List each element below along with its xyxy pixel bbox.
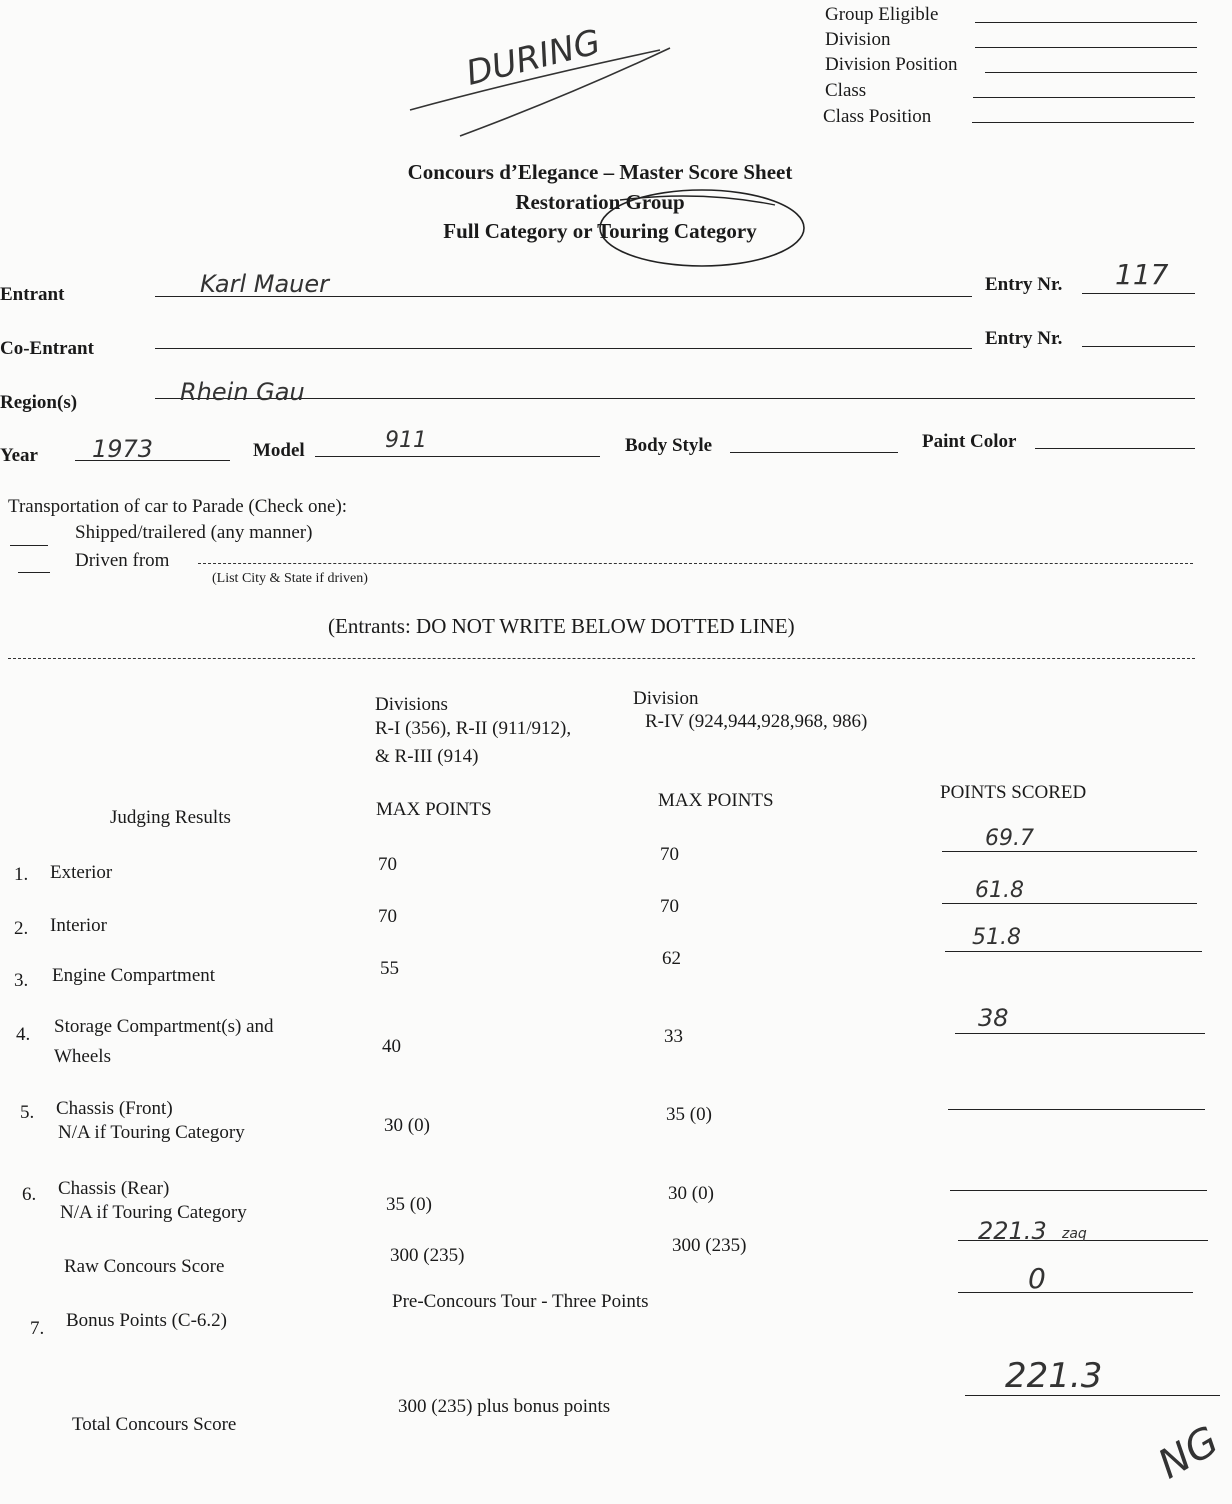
- row-label: Engine Compartment: [52, 965, 216, 986]
- entrant-value: Karl Mauer: [200, 270, 330, 298]
- year-value: 1973: [92, 435, 154, 463]
- total-scored: 221.3: [1005, 1356, 1103, 1396]
- row-max1: 70: [378, 906, 397, 927]
- bonus-number: 7.: [30, 1318, 45, 1339]
- row-number: 4.: [16, 1024, 31, 1045]
- judge-signature: NG: [1150, 1417, 1227, 1489]
- max2-header: MAX POINTS: [658, 790, 774, 811]
- bonus-scored: 0: [1028, 1262, 1046, 1295]
- class-position-line: [972, 122, 1194, 123]
- class-position-label: Class Position: [823, 106, 932, 127]
- entry-nr-value: 117: [1115, 258, 1169, 291]
- row-max2: 30 (0): [668, 1183, 714, 1204]
- row-label-2: Wheels: [54, 1046, 111, 1067]
- class-line: [973, 97, 1195, 98]
- group-eligible-label: Group Eligible: [825, 4, 939, 25]
- raw-max1: 300 (235): [390, 1245, 465, 1266]
- judging-header: Judging Results: [110, 807, 231, 828]
- divisions-col2-title: Division: [633, 688, 699, 709]
- paint-color-label: Paint Color: [922, 431, 1017, 452]
- total-desc: 300 (235) plus bonus points: [398, 1396, 611, 1417]
- divisions-col2-line1: R-IV (924,944,928,968, 986): [645, 711, 868, 732]
- title-line-2: Restoration Group: [515, 190, 685, 214]
- scored-header: POINTS SCORED: [940, 782, 1087, 803]
- region-value: Rhein Gau: [180, 378, 305, 406]
- co-entrant-line: [155, 348, 972, 349]
- shipped-check-line: [10, 545, 48, 546]
- region-label: Region(s): [0, 392, 78, 413]
- row-max2: 70: [660, 844, 679, 865]
- row-max2: 35 (0): [666, 1104, 712, 1125]
- raw-score-label: Raw Concours Score: [64, 1256, 225, 1277]
- driven-line: [198, 563, 1193, 564]
- model-value: 911: [385, 428, 427, 453]
- total-label: Total Concours Score: [72, 1414, 237, 1435]
- co-entry-nr-line: [1082, 346, 1195, 347]
- warning-text: (Entrants: DO NOT WRITE BELOW DOTTED LINE): [328, 614, 795, 638]
- row-scored: 38: [978, 1004, 1009, 1032]
- dotted-divider: [8, 658, 1195, 659]
- row-max1: 40: [382, 1036, 401, 1057]
- row-max1: 70: [378, 854, 397, 875]
- co-entrant-label: Co-Entrant: [0, 338, 94, 359]
- row-label-2: N/A if Touring Category: [60, 1202, 247, 1223]
- row-score-line: [942, 851, 1197, 852]
- row-score-line: [955, 1033, 1205, 1034]
- touring-circle-mark: [590, 180, 820, 280]
- row-label: Chassis (Front): [56, 1098, 173, 1119]
- row-number: 5.: [20, 1102, 35, 1123]
- row-label: Exterior: [50, 862, 113, 883]
- row-scored: 69.7: [985, 826, 1034, 851]
- driven-check-line: [18, 572, 50, 573]
- row-label: Chassis (Rear): [58, 1178, 170, 1199]
- model-line: [315, 456, 600, 457]
- entrant-label: Entrant: [0, 284, 65, 305]
- entry-nr-label: Entry Nr.: [985, 274, 1063, 295]
- division-line: [975, 47, 1197, 48]
- division-label: Division: [825, 29, 891, 50]
- bonus-label: Bonus Points (C-6.2): [66, 1310, 227, 1331]
- row-max1: 55: [380, 958, 399, 979]
- row-scored: 61.8: [975, 878, 1024, 903]
- row-max1: 35 (0): [386, 1194, 432, 1215]
- row-number: 3.: [14, 970, 29, 991]
- max1-header: MAX POINTS: [376, 799, 492, 820]
- title-line-1: Concours d’Elegance – Master Score Sheet: [407, 160, 793, 184]
- row-number: 2.: [14, 918, 29, 939]
- row-scored: 51.8: [972, 925, 1021, 950]
- driven-hint: (List City & State if driven): [212, 571, 368, 586]
- transport-heading: Transportation of car to Parade (Check one):: [8, 496, 348, 517]
- region-line: [155, 398, 1195, 399]
- bonus-score-line: [958, 1292, 1193, 1293]
- paint-color-line: [1035, 448, 1195, 449]
- row-label-2: N/A if Touring Category: [58, 1122, 245, 1143]
- row-max2: 70: [660, 896, 679, 917]
- title-line-3: Full Category or Touring Category: [443, 219, 757, 243]
- model-label: Model: [253, 440, 305, 461]
- divisions-col1-line2: & R-III (914): [375, 746, 479, 767]
- raw-scored: 221.3: [978, 1217, 1047, 1245]
- entry-nr-line: [1082, 293, 1195, 294]
- division-position-line: [985, 72, 1197, 73]
- body-style-line: [730, 452, 898, 453]
- annotation-during: DURING: [462, 22, 605, 94]
- row-score-line: [948, 1109, 1205, 1110]
- row-max2: 62: [662, 948, 681, 969]
- row-number: 1.: [14, 864, 29, 885]
- annotation-strokes: [400, 40, 690, 150]
- divisions-col1-title: Divisions: [375, 694, 448, 715]
- driven-label: Driven from: [75, 550, 170, 571]
- row-number: 6.: [22, 1184, 37, 1205]
- year-label: Year: [0, 445, 38, 466]
- row-score-line: [950, 1190, 1207, 1191]
- shipped-label: Shipped/trailered (any manner): [75, 522, 313, 543]
- row-max1: 30 (0): [384, 1115, 430, 1136]
- row-max2: 33: [664, 1026, 683, 1047]
- row-label: Interior: [50, 915, 107, 936]
- group-eligible-line: [975, 22, 1197, 23]
- division-position-label: Division Position: [825, 54, 958, 75]
- row-label: Storage Compartment(s) and: [54, 1016, 274, 1037]
- class-label: Class: [825, 80, 867, 101]
- row-score-line: [942, 903, 1197, 904]
- row-score-line: [945, 951, 1202, 952]
- body-style-label: Body Style: [625, 435, 713, 456]
- divisions-col1-line1: R-I (356), R-II (911/912),: [375, 718, 572, 739]
- co-entry-nr-label: Entry Nr.: [985, 328, 1063, 349]
- raw-max2: 300 (235): [672, 1235, 747, 1256]
- raw-scored-note: zaq: [1062, 1226, 1087, 1242]
- bonus-desc: Pre-Concours Tour - Three Points: [392, 1291, 649, 1312]
